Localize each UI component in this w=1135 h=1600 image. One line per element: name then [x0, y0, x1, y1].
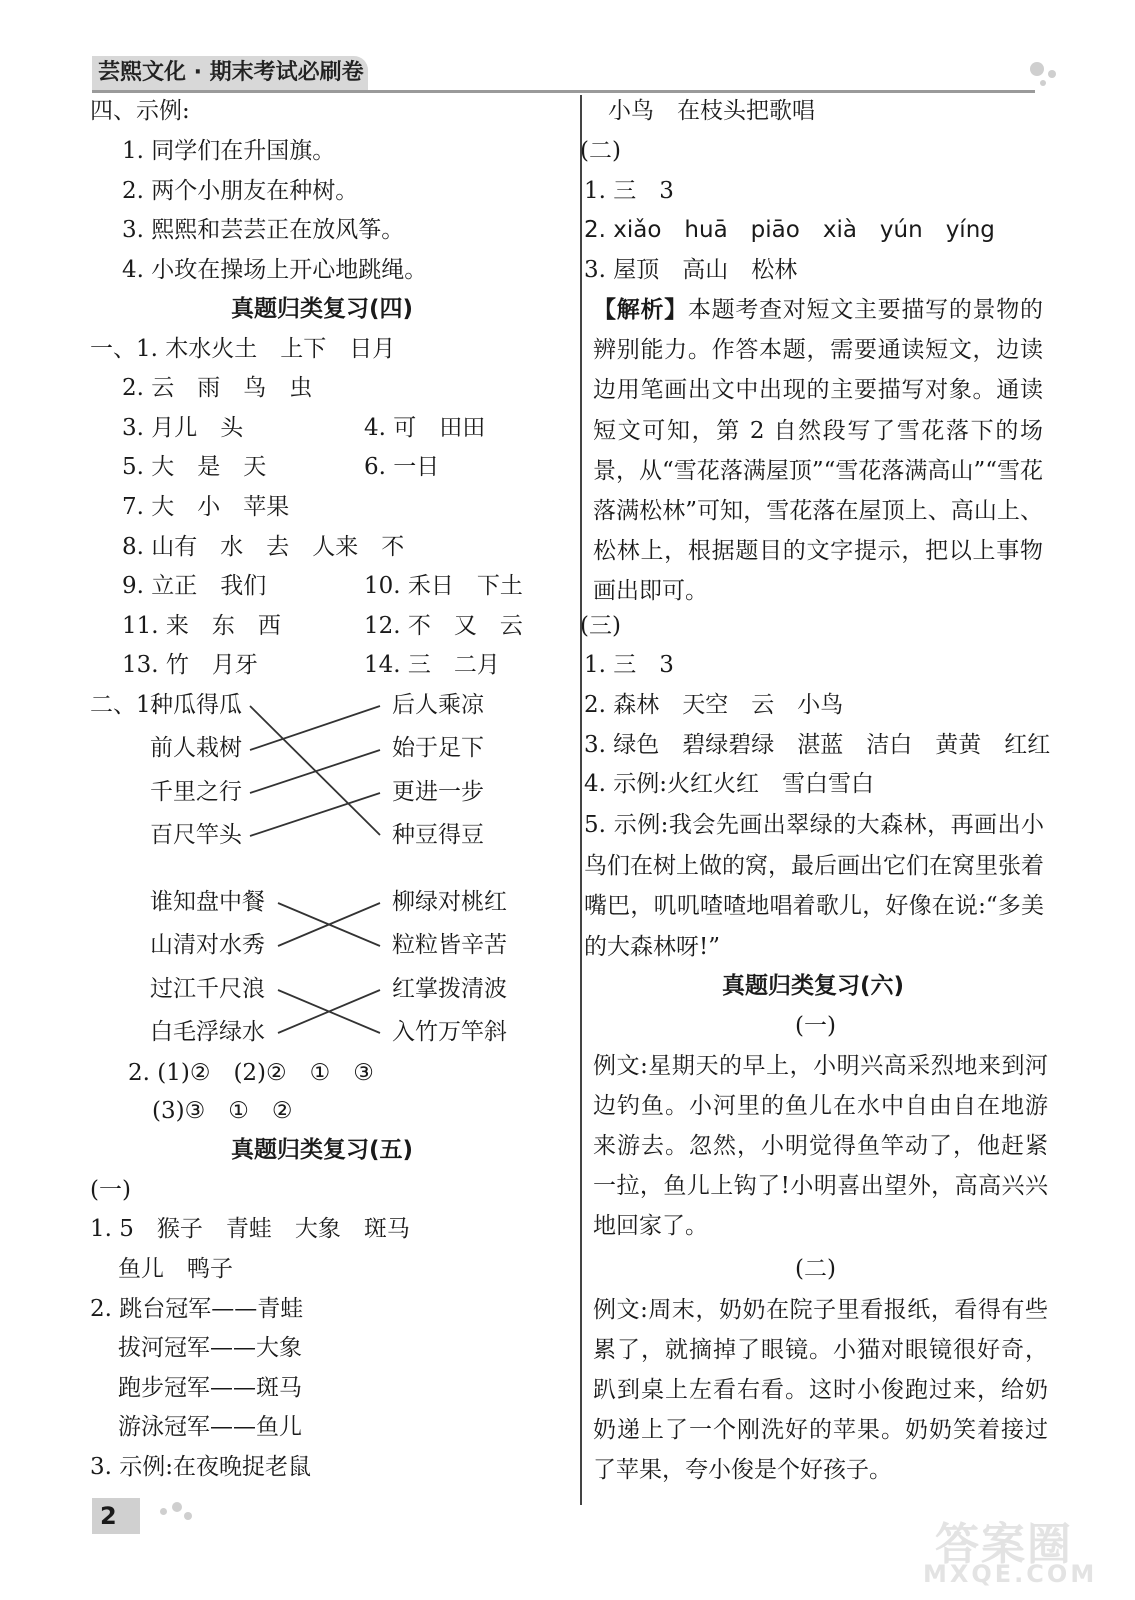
- r4-q2-prefix: 二、1.: [90, 692, 158, 718]
- match-line: [250, 706, 380, 750]
- r5-q1-row-1: 1. 5 猴子 青蛙 大象 斑马: [90, 1216, 410, 1242]
- r4-q1-row-5: 7. 大 小 苹果: [122, 494, 290, 520]
- r6-part-2: (二): [795, 1256, 836, 1282]
- r5-q1-row-2: 鱼儿 鸭子: [118, 1256, 233, 1282]
- part3-q5: 5. 示例:我会先画出翠绿的大森林，再画出小鸟们在树上做的窝，最后画出它们在窝里张着嘴巴，叽叽喳喳地唱着歌儿，好像在说:“多美的大森林呀!”: [584, 812, 1044, 960]
- watermark-main: 答案圈: [935, 1519, 1073, 1570]
- part3-label: (三): [580, 613, 621, 639]
- review-5-title: 真题归类复习(五): [231, 1137, 414, 1163]
- match1-left-1: 种瓜得瓜: [150, 692, 242, 718]
- part3-q2: 2. 森林 天空 云 小鸟: [584, 692, 844, 718]
- analysis-tag: 【解析】: [593, 297, 688, 323]
- section-4-heading: 四、示例:: [90, 98, 190, 124]
- match2-left-3: 过江千尺浪: [150, 976, 265, 1002]
- watermark-sub: MXQE.COM: [923, 1560, 1098, 1588]
- r4-q1-row-7b: 10. 禾日 下土: [364, 573, 523, 599]
- r5-part-1: (一): [90, 1177, 131, 1203]
- analysis-text: 本题考查对短文主要描写的景物的辨别能力。作答本题，需要通读短文，边读边用笔画出文中出现的主要描写对象。通读短文可知，第 2 自然段写了雪花落下的场景，从“雪花落满屋顶”“雪花落满高山”“雪花落满松林”可知，雪花落在屋顶上、高山上、松林上，根据题目的文字提示，把以上事物画出即可。: [593, 297, 1044, 605]
- s4-item-4: 4. 小玫在操场上开心地跳绳。: [122, 257, 428, 283]
- match1-left-3: 千里之行: [150, 779, 242, 805]
- review-6-title: 真题归类复习(六): [722, 973, 905, 999]
- match2-right-2: 粒粒皆辛苦: [392, 932, 507, 958]
- match1-right-3: 更进一步: [392, 779, 484, 805]
- s4-item-2: 2. 两个小朋友在种树。: [122, 178, 359, 204]
- r5-q2-row-1: 2. 跳台冠军——青蛙: [90, 1296, 304, 1322]
- r5-q3: 3. 示例:在夜晚捉老鼠: [90, 1454, 312, 1480]
- r4-q2-2-row-2: (3)③ ① ②: [152, 1098, 293, 1124]
- match-line: [250, 706, 380, 835]
- match2-right-4: 入竹万竿斜: [392, 1019, 507, 1045]
- match1-left-4: 百尺竿头: [150, 822, 242, 848]
- r6-essay-2: 例文:周末，奶奶在院子里看报纸，看得有些累了，就摘掉了眼镜。小猫对眼镜很好奇，趴到桌上左看右看。这时小俊跑过来，给奶奶递上了一个刚洗好的苹果。奶奶笑着接过了苹果，夸小俊是个好孩子。: [593, 1297, 1048, 1483]
- page-number: 2: [92, 1498, 140, 1534]
- r4-q1-row-8b: 12. 不 又 云: [364, 613, 523, 639]
- match-line: [250, 750, 380, 793]
- r5-q2-row-3: 跑步冠军——斑马: [118, 1375, 302, 1401]
- r4-q1-row-6: 8. 山有 水 去 人来 不: [122, 534, 405, 560]
- r4-q1-row-2: 2. 云 雨 鸟 虫: [122, 375, 313, 401]
- analysis-paragraph: [593, 290, 1043, 612]
- part3-q3: 3. 绿色 碧绿碧绿 湛蓝 洁白 黄黄 红红: [584, 732, 1051, 758]
- part2-q2-pinyin: 2. xiǎo huā piāo xià yún yíng: [584, 217, 995, 243]
- r4-q1-row-8a: 11. 来 东 西: [122, 613, 281, 639]
- match2-right-1: 柳绿对桃红: [392, 889, 507, 915]
- match2-left-1: 谁知盘中餐: [150, 889, 265, 915]
- part3-q1: 1. 三 3: [584, 652, 674, 678]
- r4-q2-2-row-1: 2. (1)② (2)② ① ③: [128, 1060, 374, 1086]
- match1-right-2: 始于足下: [392, 735, 484, 761]
- r4-q1-row-3b: 4. 可 田田: [364, 415, 486, 441]
- review-4-title: 真题归类复习(四): [231, 296, 414, 322]
- match2-left-2: 山清对水秀: [150, 932, 265, 958]
- r4-q1-row-9a: 13. 竹 月牙: [122, 652, 258, 678]
- part2-q3: 3. 屋顶 高山 松林: [584, 257, 798, 283]
- match1-left-2: 前人栽树: [150, 735, 242, 761]
- r5-q2-row-4: 游泳冠军——鱼儿: [118, 1414, 302, 1440]
- part2-q1: 1. 三 3: [584, 178, 674, 204]
- r4-q1-row-3a: 3. 月儿 头: [122, 415, 244, 441]
- part3-q4: 4. 示例:火红火红 雪白雪白: [584, 771, 875, 797]
- s4-item-1: 1. 同学们在升国旗。: [122, 138, 336, 164]
- r6-essay-1: 例文:星期天的早上，小明兴高采烈地来到河边钓鱼。小河里的鱼儿在水中自由自在地游来游去。忽然，小明觉得鱼竿动了，他赶紧一拉，鱼儿上钩了!小明喜出望外，高高兴兴地回家了。: [593, 1053, 1048, 1239]
- r6-part-1: (一): [795, 1013, 836, 1039]
- right-top-line: 小鸟 在枝头把歌唱: [608, 98, 815, 124]
- r5-q2-row-2: 拔河冠军——大象: [118, 1335, 302, 1361]
- s4-item-3: 3. 熙熙和芸芸正在放风筝。: [122, 217, 405, 243]
- match1-right-1: 后人乘凉: [392, 692, 484, 718]
- match1-right-4: 种豆得豆: [392, 822, 484, 848]
- watermark: [905, 1508, 1120, 1588]
- r4-q1-row-1: 一、1. 木水火土 上下 日月: [90, 336, 396, 362]
- part2-label: (二): [580, 138, 621, 164]
- match2-right-3: 红掌拨清波: [392, 976, 507, 1002]
- r4-q1-row-7a: 9. 立正 我们: [122, 573, 267, 599]
- r4-q1-row-9b: 14. 三 二月: [364, 652, 500, 678]
- match2-left-4: 白毛浮绿水: [150, 1019, 265, 1045]
- r4-q1-row-4b: 6. 一日: [364, 454, 440, 480]
- header-title: 芸熙文化 · 期末考试必刷卷: [92, 56, 368, 90]
- r4-q1-row-4a: 5. 大 是 天: [122, 454, 267, 480]
